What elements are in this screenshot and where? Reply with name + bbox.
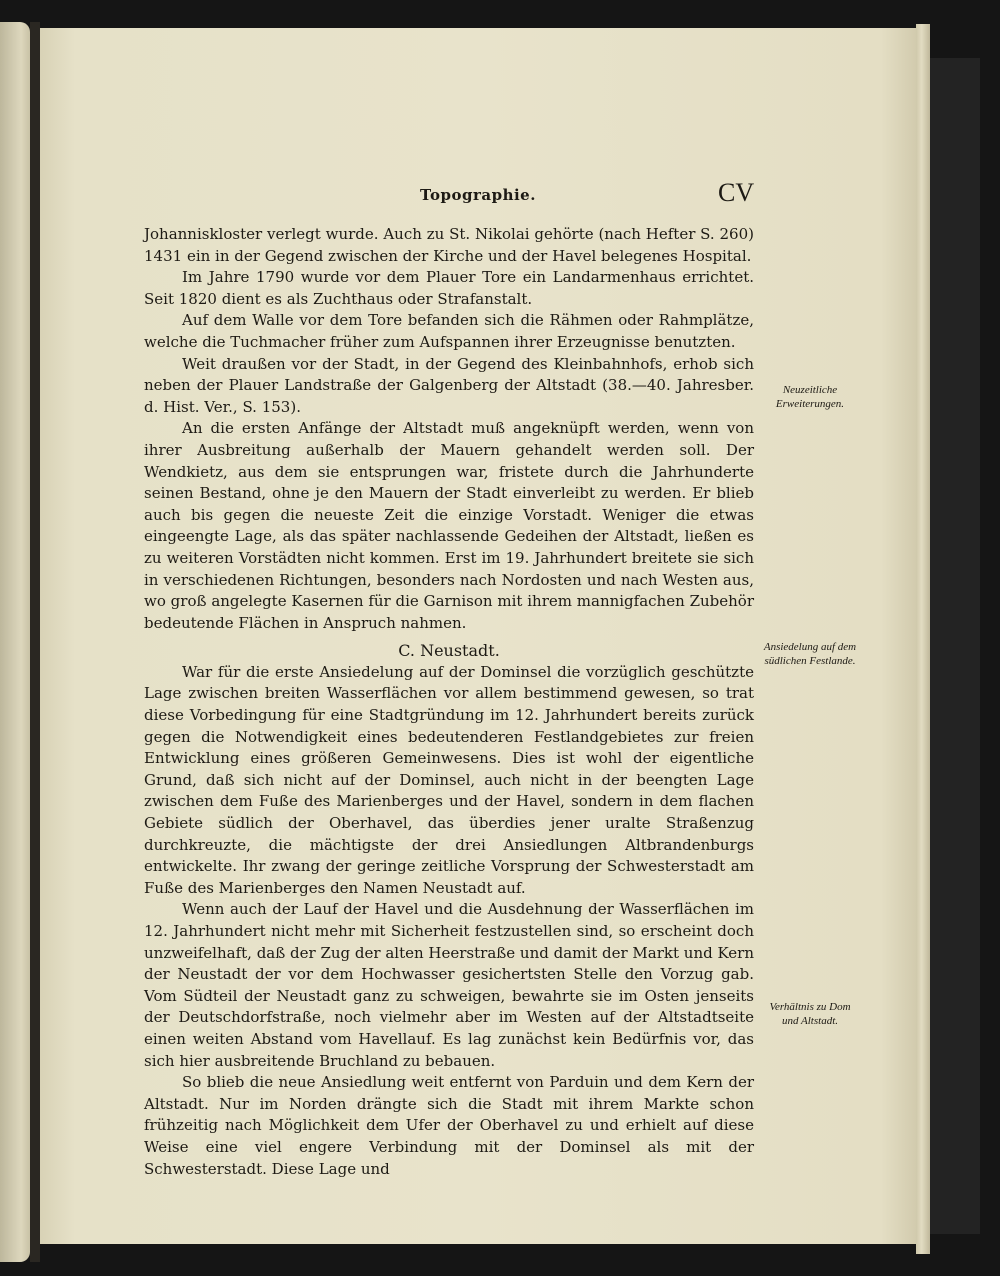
paragraph: Johanniskloster verlegt wurde. Auch zu St. Nikolai gehörte (nach Hefter S. 260) 1431 ein in der Gegend zwischen der Kirche und der Havel belegenes Hospital. xyxy=(144,225,754,265)
page-stack-edge xyxy=(916,24,930,1254)
book-cover-edge xyxy=(930,58,980,1234)
section-heading: C. Neustadt. xyxy=(398,641,500,661)
running-title: Topographie. xyxy=(420,186,536,204)
paragraph: Im Jahre 1790 wurde vor dem Plauer Tore ein Landarmenhaus errichtet. Seit 1820 dient es als Zuchthaus oder Strafanstalt. xyxy=(144,268,754,308)
paragraph: So blieb die neue Ansiedlung weit entfernt von Parduin und dem Kern der Altstadt. Nur im Norden drängte sich die Stadt mit ihrem Markte schon frühzeitig nach Möglichkeit dem Ufer der Oberhavel zu und erhielt auf diese Weise eine viel engere Verbindung mit der Dominsel als mit der Schwesterstadt. Diese Lage und xyxy=(144,1073,754,1178)
book-page xyxy=(40,28,916,1244)
marginal-note: Ansiedelung auf dem südlichen Festlande. xyxy=(763,641,857,667)
page-number: CV xyxy=(718,178,755,207)
body-text xyxy=(144,224,754,1180)
paragraph: An die ersten Anfänge der Altstadt muß angeknüpft werden, wenn von ihrer Ausbreitung außerhalb der Mauern gehandelt werden soll. Der Wendkietz, aus dem sie entsprungen war, fristete durch die Jahrhunderte seinen Bestand, ohne je den Mauern der Stadt einverleibt zu werden. Er blieb auch bis gegen die neueste Zeit die einzige Vorstadt. Weniger die etwas eingeengte Lage, als das später nachlassende Gedeihen der Altstadt, ließen es zu weiteren Vorstädten nicht kommen. Erst im 19. Jahrhundert breitete sie sich in verschiedenen Richtungen, besonders nach Nordosten und nach Westen aus, wo groß angelegte Kasernen für die Garnison mit ihrem mannigfachen Zubehör bedeutende Flächen in Anspruch nahmen. xyxy=(144,419,754,632)
marginal-note: Neuzeitliche Erweiterungen. xyxy=(775,384,845,410)
paragraph: War für die erste Ansiedelung auf der Dominsel die vorzüglich geschützte Lage zwischen breiten Wasserflächen vor allem bestimmend gewesen, so trat diese Vorbedingung für eine Stadtgründung im 12. Jahrhundert bereits zurück gegen die Notwendigkeit eines bedeutenderen Festlandgebietes zur freien Entwicklung eines größeren Gemeinwesens. Dies ist wohl der eigentliche Grund, daß sich nicht auf der Dominsel, auch nicht in der beengten Lage zwischen dem Fuße des Marienberges und der Havel, sondern in dem flachen Gebiete südlich der Oberhavel, das überdies jener uralte Straßenzug durchkreuzte, die mächtigste der drei Ansiedlungen Altbrandenburgs entwickelte. Ihr zwang der geringe zeitliche Vorsprung der Schwesterstadt am Fuße des Marienberges den Namen Neustadt auf. xyxy=(144,662,754,897)
book-spine-gap xyxy=(30,22,40,1262)
previous-page-edge xyxy=(0,22,30,1262)
paragraph: Weit draußen vor der Stadt, in der Gegend des Kleinbahnhofs, erhob sich neben der Plauer Landstraße der Galgenberg der Altstadt (38.—40. Jahresber. d. Hist. Ver., S. 153). xyxy=(144,354,754,416)
paragraph: Auf dem Walle vor dem Tore befanden sich die Rähmen oder Rahmplätze, welche die Tuchmacher früher zum Aufspannen ihrer Erzeugnisse benutzten. xyxy=(144,311,754,351)
paragraph: Wenn auch der Lauf der Havel und die Ausdehnung der Wasserflächen im 12. Jahrhundert nicht mehr mit Sicherheit festzustellen sind, so erscheint doch unzweifelhaft, daß der Zug der alten Heerstraße und damit der Markt und Kern der Neustadt der vor dem Hochwasser gesichertsten Stelle den Vorzug gab. Vom Südteil der Neustadt ganz zu schweigen, bewahrte sie im Osten jenseits der Deutschdorfstraße, noch vielmehr aber im Westen auf der Altstadtseite einen weiten Abstand vom Havellauf. Es lag zunächst kein Bedürfnis vor, das sich hier ausbreitende Bruchland zu bebauen. xyxy=(144,900,754,1070)
marginal-note: Verhältnis zu Dom und Altstadt. xyxy=(769,1001,851,1027)
